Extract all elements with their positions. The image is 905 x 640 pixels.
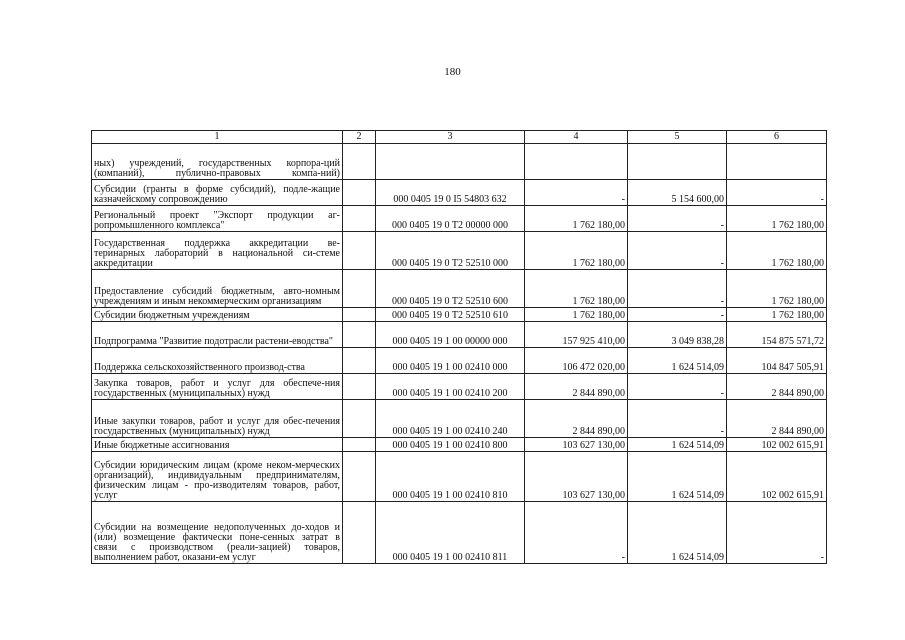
row-ref: [343, 232, 376, 270]
row-name: Иные закупки товаров, работ и услуг для обес-печения государственных (муниципальных) нужд: [92, 400, 343, 438]
row-name: Закупка товаров, работ и услуг для обеспече-ния государственных (муниципальных) нужд: [92, 374, 343, 400]
row-value-5: 3 049 838,28: [628, 322, 727, 348]
row-value-4: 2 844 890,00: [525, 374, 628, 400]
table-header: [92, 131, 827, 144]
row-value-4: 103 627 130,00: [525, 452, 628, 502]
row-value-6: 104 847 505,91: [727, 348, 827, 374]
row-value-6: 1 762 180,00: [727, 206, 827, 232]
column-header-3: 3: [376, 131, 525, 144]
row-value-4: [525, 144, 628, 180]
row-value-6: 1 762 180,00: [727, 270, 827, 308]
row-code: 000 0405 19 0 T2 52510 000: [376, 232, 525, 270]
column-header-1: 1: [92, 131, 343, 144]
row-ref: [343, 180, 376, 206]
column-header-6: 6: [727, 131, 827, 144]
row-ref: [343, 322, 376, 348]
row-code: 000 0405 19 1 00 00000 000: [376, 322, 525, 348]
row-name: Государственная поддержка аккредитации ве-теринарных лабораторий в национальной си-стеме аккредитации: [92, 232, 343, 270]
row-value-4: 1 762 180,00: [525, 232, 628, 270]
row-code: 000 0405 19 1 00 02410 200: [376, 374, 525, 400]
row-ref: [343, 308, 376, 322]
row-value-5: -: [628, 308, 727, 322]
row-value-4: -: [525, 502, 628, 564]
row-value-6: -: [727, 180, 827, 206]
row-name: Субсидии (гранты в форме субсидий), подле-жащие казначейскому сопровождению: [92, 180, 343, 206]
row-ref: [343, 374, 376, 400]
row-value-4: 2 844 890,00: [525, 400, 628, 438]
row-code: 000 0405 19 1 00 02410 240: [376, 400, 525, 438]
table-row: [92, 180, 827, 206]
row-value-4: 103 627 130,00: [525, 438, 628, 452]
table-row: [92, 144, 827, 180]
row-value-5: 1 624 514,09: [628, 348, 727, 374]
column-header-4: 4: [525, 131, 628, 144]
row-ref: [343, 438, 376, 452]
row-value-6: 154 875 571,72: [727, 322, 827, 348]
row-value-5: -: [628, 400, 727, 438]
row-value-4: 1 762 180,00: [525, 270, 628, 308]
row-value-4: 157 925 410,00: [525, 322, 628, 348]
row-value-5: -: [628, 374, 727, 400]
row-ref: [343, 270, 376, 308]
row-value-5: -: [628, 206, 727, 232]
row-name: Поддержка сельскохозяйственного производ-ства: [92, 348, 343, 374]
row-name: Субсидии на возмещение недополученных до-ходов и (или) возмещение фактически поне-сенных затрат в связи с производством (реали-зацией) товаров, выполнением работ, оказани-ем услуг: [92, 502, 343, 564]
row-value-6: 2 844 890,00: [727, 374, 827, 400]
row-value-5: 1 624 514,09: [628, 502, 727, 564]
row-ref: [343, 206, 376, 232]
row-value-5: 1 624 514,09: [628, 438, 727, 452]
row-value-5: -: [628, 232, 727, 270]
row-name: Региональный проект "Экспорт продукции аг-ропромышленного комплекса": [92, 206, 343, 232]
row-code: 000 0405 19 1 00 02410 811: [376, 502, 525, 564]
row-value-6: -: [727, 502, 827, 564]
row-code: 000 0405 19 1 00 02410 000: [376, 348, 525, 374]
table-row: [92, 308, 827, 322]
row-code: [376, 144, 525, 180]
row-code: 000 0405 19 0 I5 54803 632: [376, 180, 525, 206]
row-value-6: 1 762 180,00: [727, 232, 827, 270]
row-value-4: 106 472 020,00: [525, 348, 628, 374]
row-ref: [343, 144, 376, 180]
row-code: 000 0405 19 0 T2 00000 000: [376, 206, 525, 232]
row-name: Предоставление субсидий бюджетным, авто-номным учреждениям и иным некоммерческим организациям: [92, 270, 343, 308]
row-value-5: 1 624 514,09: [628, 452, 727, 502]
row-value-5: 5 154 600,00: [628, 180, 727, 206]
row-value-5: [628, 144, 727, 180]
table-row: [92, 502, 827, 564]
row-value-4: 1 762 180,00: [525, 308, 628, 322]
row-code: 000 0405 19 0 T2 52510 600: [376, 270, 525, 308]
page-number: 180: [444, 66, 461, 78]
row-ref: [343, 348, 376, 374]
row-name: Субсидии юридическим лицам (кроме неком-мерческих организаций), индивидуальным предпринимателям, физическим лицам - про-изводителям товаров, работ, услуг: [92, 452, 343, 502]
table-row: [92, 374, 827, 400]
row-value-6: 102 002 615,91: [727, 452, 827, 502]
row-value-5: -: [628, 270, 727, 308]
row-name: Субсидии бюджетным учреждениям: [92, 308, 343, 322]
row-value-6: 102 002 615,91: [727, 438, 827, 452]
table-row: [92, 270, 827, 308]
row-value-6: [727, 144, 827, 180]
row-ref: [343, 452, 376, 502]
table-row: [92, 322, 827, 348]
table-row: [92, 438, 827, 452]
row-code: 000 0405 19 1 00 02410 800: [376, 438, 525, 452]
row-ref: [343, 502, 376, 564]
row-ref: [343, 400, 376, 438]
table-row: [92, 348, 827, 374]
row-code: 000 0405 19 0 T2 52510 610: [376, 308, 525, 322]
row-code: 000 0405 19 1 00 02410 810: [376, 452, 525, 502]
column-header-2: 2: [343, 131, 376, 144]
table-row: [92, 232, 827, 270]
row-value-6: 1 762 180,00: [727, 308, 827, 322]
row-value-4: -: [525, 180, 628, 206]
row-name: ных) учреждений, государственных корпора-ций (компаний), публично-правовых компа-ний): [92, 144, 343, 180]
row-name: Подпрограмма "Развитие подотрасли растени-еводства": [92, 322, 343, 348]
column-header-5: 5: [628, 131, 727, 144]
row-value-6: 2 844 890,00: [727, 400, 827, 438]
table-row: [92, 206, 827, 232]
budget-table: [91, 130, 827, 564]
row-value-4: 1 762 180,00: [525, 206, 628, 232]
row-name: Иные бюджетные ассигнования: [92, 438, 343, 452]
table-row: [92, 452, 827, 502]
table-row: [92, 400, 827, 438]
